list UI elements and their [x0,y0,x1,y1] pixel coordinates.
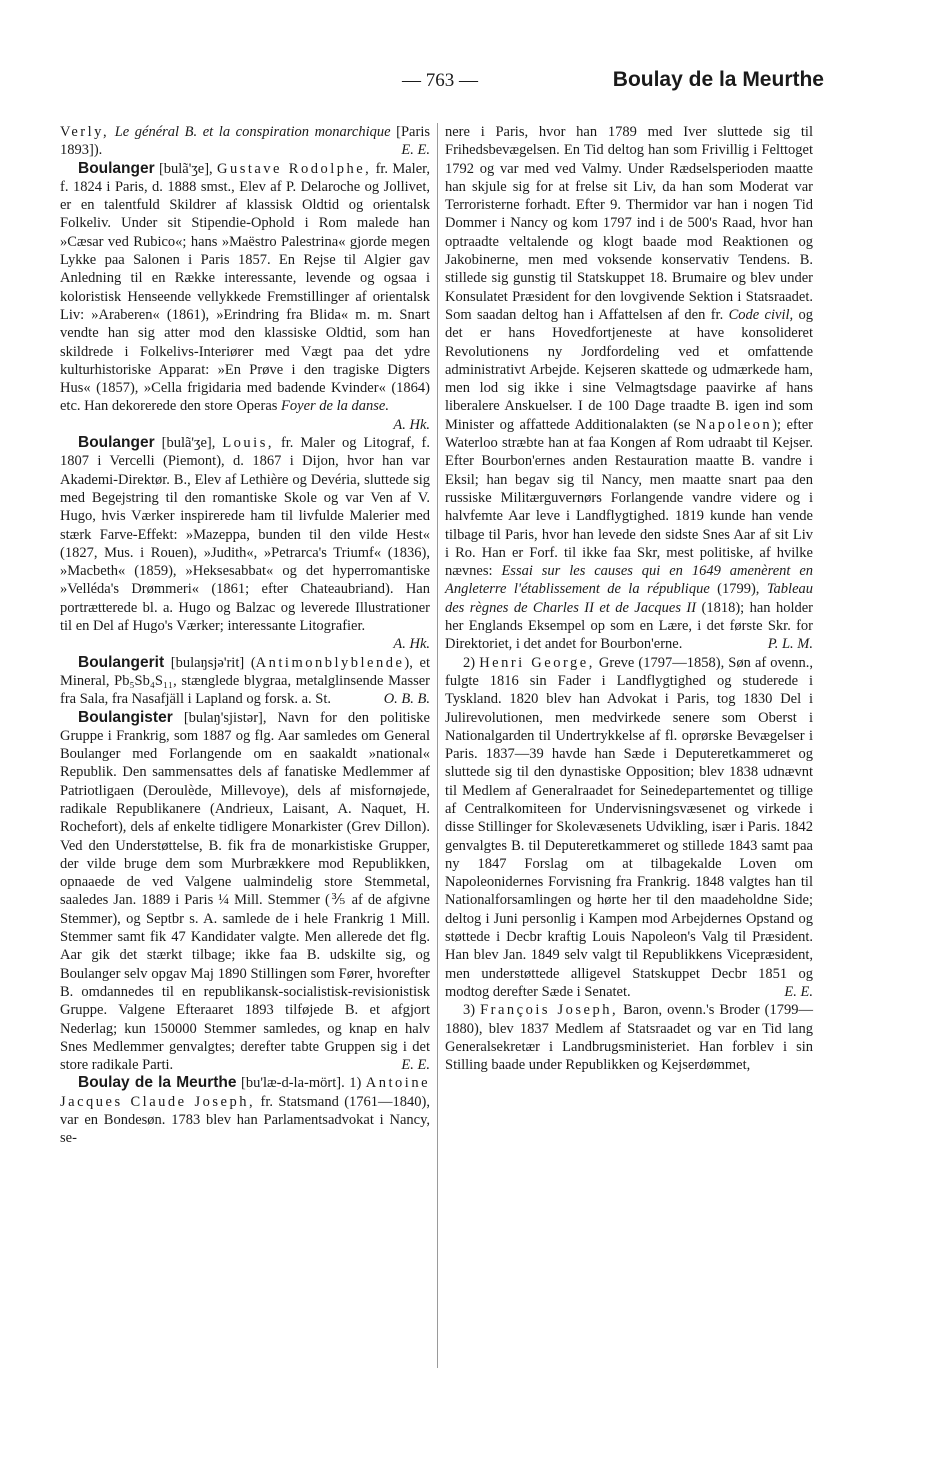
pronunciation: [bulaŋsjə'rit] ( [164,654,256,671]
work-title: Code civil, [728,306,794,323]
entry-text: fr. Maler, f. 1824 i Paris, d. 1888 smst., Elev af P. Delaroche og Jollivet, er en talentfuld Skildrer af klassisk Oldtid og orientalsk Folkeliv. Under sit Stipendie-Ophold i Rom malede han »Cæsar ved Rubico«; hans »Maëstro Palestrina« gjorde megen Lykke paa Salonen i Paris 1857. En Rejse til Algier gav Anledning til en Række interessante, levende og ogsaa i koloristisk Henseende vellykkede Fremstillinger af orientalsk Liv: »Araberen« (1861), »Erindring fra Blida« m. m. Snart vendte han sig atter mod den klassiske Oldtid, som han skildrede i Folkelivs-Interiører med Vægt paa det ydre kulturhistoriske Apparat: »En Prøve i den tragiske Digters Hus« (1857), »Cella frigidaria med badende Kvinder« (1864) etc. Han dekorerede den store Operas [60,160,431,415]
headword: Boulanger [78,159,155,177]
headword: Boulangister [78,708,173,726]
entry-text: (1799), [717,581,760,598]
headword: Boulay de la Meurthe [78,1074,237,1092]
entry-text: [Paris 1893]). [60,124,430,159]
author-signature: E. E. [401,142,430,159]
work-title: Tableau des règnes de Charles II et de Jacques II [445,581,814,616]
entry-boulangerit [60,654,430,709]
pronunciation: [bulã'ʒe], [154,435,216,452]
entry-continuation [60,123,430,160]
author-signature: A. Hk. [393,636,430,653]
entry-boulanger-gustave [60,159,431,433]
entry-text: (1818); han holder her Englands Eksempel op som en Lære, i det første Skr. for Direktoriet, i det andet for Bourbon'erne. [445,599,813,653]
entry-boulanger-louis [60,434,430,653]
entry-text: og det er hans Hovedfortjeneste at have konsolideret Revolutionens ny Jordfordeling ved et omfattende administrativt Arbejde. Kejseren skattede og udmærkede ham, men lod sig ikke i sine Velmagtsdage paavirke af hans liberalere Anskuelser. I de 100 Dage traadte B. igen ind som Minister og affattede Additionalakten (se [445,306,814,433]
author-signature: E. E. [401,1057,430,1074]
author-signature: E. E. [784,983,813,1000]
column-divider [437,123,438,1368]
author-signature: A. Hk. [393,416,430,433]
sub-entry-number: 1) [349,1075,362,1092]
pronunciation: [bulã'ʒe], [154,160,213,177]
running-head: Boulay de la Meurthe [612,68,824,91]
person-name: Antoine Jacques Claude Joseph, [60,1075,431,1110]
headword: Boulanger [78,434,155,452]
right-column [445,123,813,1074]
cross-reference: Napoleon [695,416,773,433]
work-title: Le général B. et la conspiration monarchique [114,124,391,140]
headword: Boulangerit [78,653,165,671]
person-name: Gustave Rodolphe, [216,160,372,177]
work-title: Foyer de la danse. [281,398,389,415]
sub-entry-number: 2) [463,654,476,671]
person-name: François Joseph, [480,1002,619,1019]
entry-continuation [445,123,813,654]
pronunciation: [bu'læ-d-la-mört]. [236,1075,345,1092]
sub-entry-henri-george [445,654,813,1002]
entry-text: Baron, ovenn.'s Broder (1799—1880), blev 1837 Medlem af Statsraadet og var en Tid lang Generalsekretær i Landbrugsministeriet. Han forblev i sin Stilling baade under Republikken og Kejserdømmet, [445,1002,813,1074]
person-name: Henri George, [479,654,595,671]
person-name: Louis, [222,435,274,452]
left-column [60,123,430,1148]
entry-text: Navn for den politiske Gruppe i Frankrig, som 1887 og flg. Aar samledes om General Boulanger med Forlangende om en saakaldt »national« Republik. Den sammensattes dels af fanatiske Medlemmer af Patriotligaen (Deroulède, Millevoye), dels af misfornøjede, radikale Republikanere (Andrieux, Laisant, A. Naquet, H. Rochefort), dels af enkelte tidligere Monarkister (Grev Dillon). Ved den Understøttelse, B. fik fra de monarkistiske Grupper, der vilde bruge dem som Murbrækkere mod Republikken, opnaaede de ved Valgene ualmindelig store Stemmetal, saaledes Jan. 1889 i Paris ¼ Mill. Stemmer (⅗ af de afgivne Stemmer), og Septbr s. A. samlede de i hele Frankrig 1 Mill. Stemmer samt fik 47 Kandidater valgte. Men allerede det flg. Aar gik det stærkt tilbage; ikke faa B. udskilte sig, og Boulanger selv opgav Maj 1890 Stillingen som Fører, hvorefter B. omdannedes til en republikansk-socialistisk-revisionistisk Gruppe. Valgene Efteraaret 1893 tilføjede B. et afgjort Nederlag; kun 150000 Stemmer samledes, og knap en halv Snes Medlemmer genvalgtes; derefter tabte Gruppen sig i det store radikale Parti. [60,709,430,1074]
entry-text: fr. Statsmand (1761—1840), var en Bondesøn. 1783 blev han Parlamentsadvokat i Nancy, se- [60,1093,431,1147]
synonym-name: Antimonblyblende [255,654,405,671]
author-signature: O. B. B. [383,691,430,708]
author-signature: P. L. M. [767,636,813,653]
author-name: Verly, [60,124,110,140]
entry-text: fr. Maler og Litograf, f. 1807 i Vercelli (Piemont), d. 1867 i Dijon, hvor han var Akademi-Direktør. B., Elev af Lethière og Devéria, sluttede sig med Begejstring til den romantiske Skole og var Ven af V. Hugo, hvis Værker inspirerede ham til livfulde Malerier med stærk Farve-Effekt: »Mazeppa, bunden til den vilde Hest« (1827, Mus. i Rouen), »Judith«, »Petrarca's Triumf« (1836), »Macbeth« (1859), »Heksesabbat« og det hyperromantiske »Velléda's Drømmeri« (1861; efter Chateaubriand). Han portrætterede bl. a. Hugo og Balzac og leverede Illustrationer til en Del af Hugo's Værker; interessante Litografier. [60,435,430,635]
pronunciation: [bulaŋ'sjistər], [172,709,267,726]
entry-boulay-de-la-meurthe [60,1074,430,1147]
work-title: Essai sur les causes qui en 1649 amenèrent en Angleterre l'établissement de la république [445,563,814,598]
entry-text: nere i Paris, hvor han 1789 med Iver sluttede sig til Frihedsbevægelsen. En Tid deltog han som Frivillig i Felttoget 1792 og var med ved Valmy. Under Rædselsperioden maatte han skjule sig for at frelse sit Liv, da han som Moderat var Terroristerne forhadt. Efter 9. Thermidor var han i nogen Tid Dommer i Nancy og kom 1797 ind i de 500's Raad, hvor han optraadte veltalende og klogt baade mod Reaktionen og Jakobinerne, men med voksende konservativ Tendens. B. stillede sig gunstig til Statskuppet 18. Brumaire og blev under Konsulatet Præsident for den lovgivende Sektion i Statsraadet. Som saadan deltog han i Affattelsen af den fr. [445,124,813,323]
entry-text: Greve (1797—1858), Søn af ovenn., fulgte 1816 sin Fader i Landflygtighed og studerede i Tyskland. 1820 blev han Advokat i Paris, tog 1830 Del i Julirevolutionen, men medvirkede senere som Oberst i Nationalgarden til Undertrykkelse af fl. oprørske Bevægelser i Paris. 1837—39 havde han Sæde i Deputeretkammeret og sluttede sig til den dynastiske Opposition; blev 1838 udnævnt til Medlem af Generalraadet for Seinedepartementet og tillige af Centralkomiteen for Undervisningsvæsenet og virkede i disse Stillinger for Skolevæsenets Udvikling, især i Paris. 1842 genvalgtes B. til Deputeretkammeret og stillede 1843 samt paa ny 1847 Forslag om at tilbagekalde Loven om Napoleonidernes Forvisning fra Frankrig. 1848 valgtes han til Nationalforsamlingen og hørte her til den maadeholdne Side; deltog i Juni personlig i Kampen mod Arbejdernes Opstand og støttede i Decbr kraftig Louis Napoleon's Valg til Præsident. Han blev Jan. 1849 selv valgt til Republikkens Vicepræsident, men understøttede alligevel Statskuppet Decbr 1851 og modtog derefter Sæde i Senatet. [445,654,813,1000]
page-number: — 763 — [402,70,478,91]
entry-text: ); efter Waterloo stræbte han at faa Kongen af Rom udraabt til Kejser. Efter Bourbon'ernes anden Restauration maatte B. vandre i Eksil; han begav sig til Nancy, men maatte snart paa den russiske Militærguvernørs Forlangende vandre videre og i halvfemte Aar leve i Landflygtighed. 1819 kunde han vende tilbage til Paris, hvor han levede den sidste Snes Aar af sit Liv i Ro. Han er Forf. til ikke faa Skr, mest politiske, af hvilke nævnes: [445,416,814,580]
sub-entry-francois-joseph [445,1001,813,1074]
sub-entry-number: 3) [463,1002,476,1019]
entry-boulangister [60,709,430,1075]
entry-text: ), et Mineral, Pb₅Sb₄S₁₁, stænglede blygraa, metalglinsende Masser fra Sala, fra Nasafjäll i Lapland og forsk. a. St. [60,654,430,708]
